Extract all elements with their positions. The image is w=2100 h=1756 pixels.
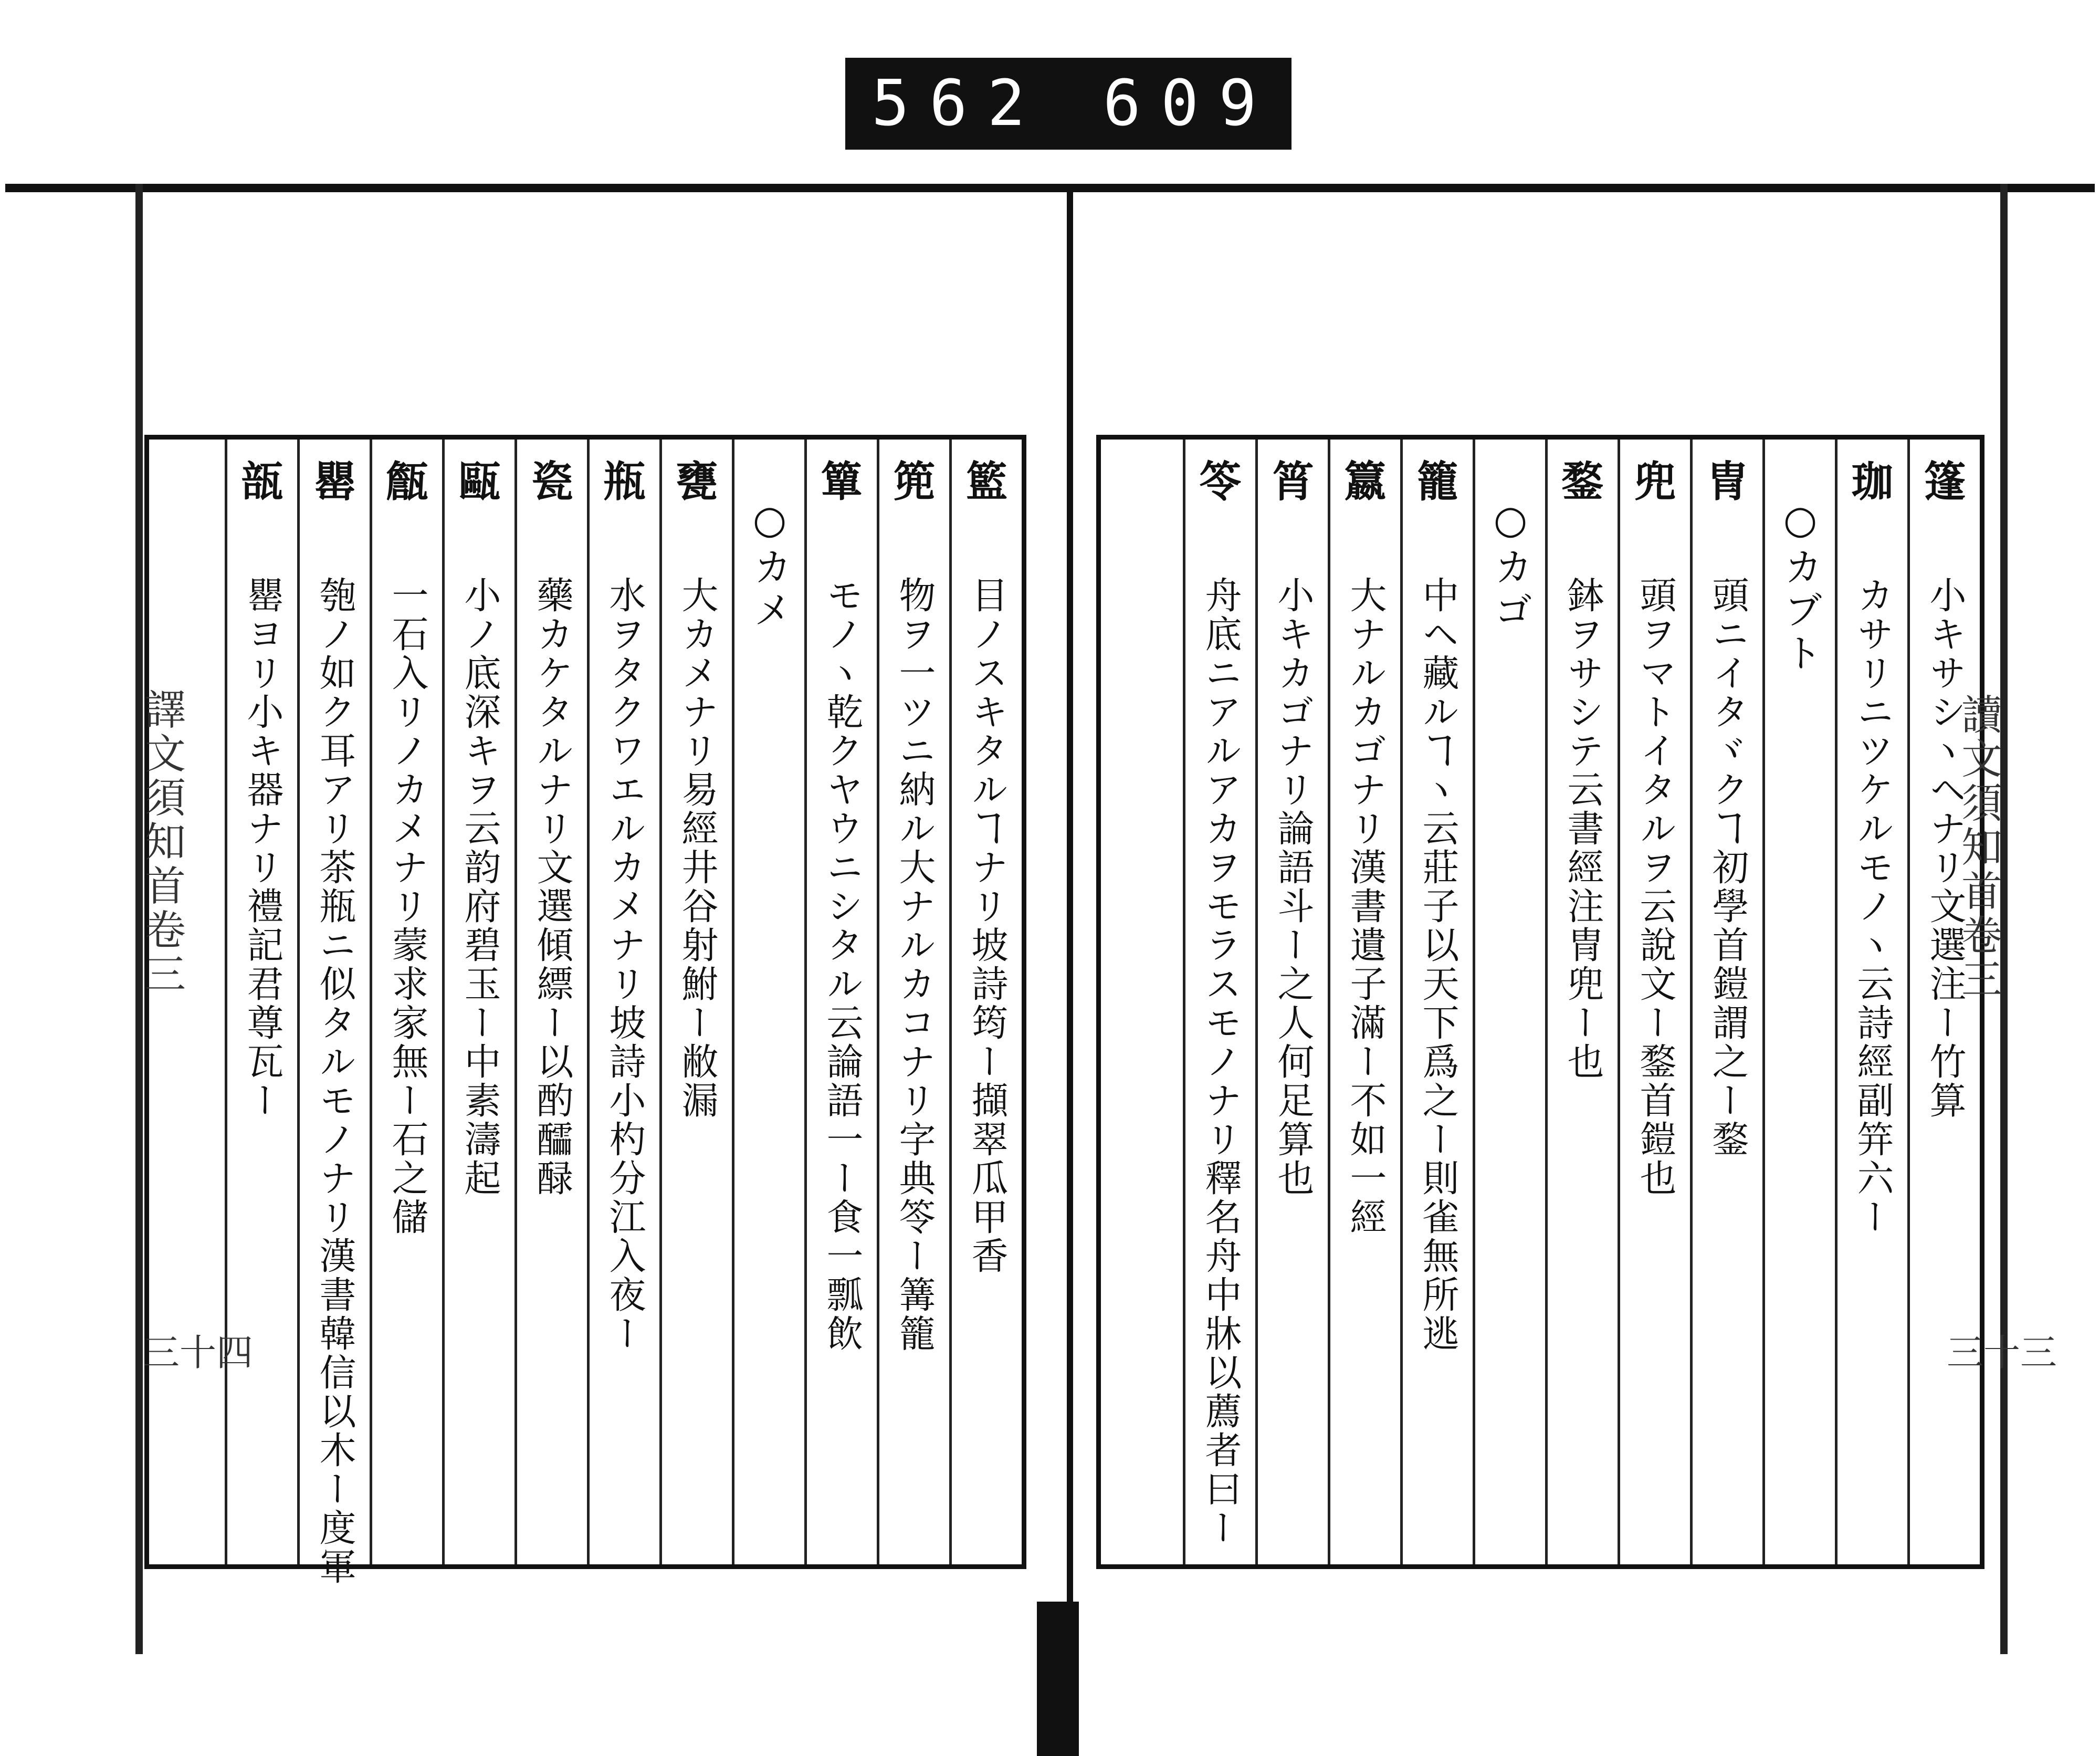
entry-column: [225, 440, 297, 1564]
entry-column: [1545, 440, 1618, 1564]
entry-column: [1328, 440, 1400, 1564]
entry-headword: 籃: [965, 457, 1008, 506]
entry-headword: 瓿: [241, 457, 284, 506]
entry-column: [1618, 440, 1690, 1564]
entry-headword: 甌: [458, 457, 501, 506]
left-folio: 三十四: [143, 1331, 253, 1374]
entry-column: [1907, 440, 1980, 1564]
entry-definition: モノヽ乾クヤウニシタル云論語一ー食一瓢飲: [821, 576, 864, 1353]
entry-definition: 藥カケタルナリ文選傾縹ー以酌醽醁: [531, 576, 574, 1198]
entry-column: [587, 440, 659, 1564]
entry-headword: 籠: [1416, 457, 1459, 506]
section-marker: ○カゴ: [1488, 497, 1533, 633]
entry-definition: 匏ノ如ク耳アリ茶瓶ニ似タルモノナリ漢書韓信以木ー度軍: [313, 576, 356, 1586]
entry-headword: 籝: [1344, 457, 1387, 506]
entry-headword: 冑: [1706, 457, 1749, 506]
right-margin-title: 讀文須知首卷三: [1955, 693, 2002, 1002]
entry-column: [442, 440, 514, 1564]
entry-column: [514, 440, 587, 1564]
entry-definition: 頭ニイタヾクヿ初學首鎧謂之ー鍪: [1706, 576, 1749, 1159]
entry-definition: 目ノスキタルヿナリ坡詩筠ー擷翠瓜甲香: [965, 576, 1009, 1276]
catalog-right-number: 609: [1102, 67, 1277, 140]
section-marker-column: [1762, 440, 1835, 1564]
entry-headword: 篼: [893, 457, 936, 506]
entry-definition: 小キカゴナリ論語斗ー之人何足算也: [1272, 576, 1315, 1198]
catalog-number-tag: [845, 58, 1292, 150]
entry-headword: 筲: [1272, 457, 1314, 506]
entry-column: [1835, 440, 1907, 1564]
entry-headword: 瓶: [603, 457, 646, 506]
entry-headword: 兜: [1634, 457, 1676, 506]
entry-definition: カサリニツケルモノヽ云詩經副笄六ー: [1851, 576, 1894, 1237]
entry-column: [297, 440, 370, 1586]
entry-definition: 罌ヨリ小キ器ナリ禮記君尊瓦ー: [241, 576, 284, 1120]
entry-definition: 小ノ底深キヲ云韵府碧玉ー中素濤起: [458, 576, 501, 1198]
entry-column: [659, 440, 732, 1564]
entry-headword: 笭: [1199, 457, 1242, 506]
section-marker: ○カブト: [1778, 497, 1823, 676]
entry-definition: 舟底ニアルアカヲモラスモノナリ釋名舟中牀以薦者曰ー: [1199, 576, 1242, 1548]
left-page-text-frame: [144, 435, 1026, 1586]
entry-definition: 鉢ヲサシテ云書經注冑兜ー也: [1561, 576, 1604, 1081]
entry-headword: 篷: [1924, 457, 1966, 506]
section-marker: ○カメ: [747, 497, 792, 633]
right-page-text-frame: [1096, 435, 1984, 1569]
entry-column: [1690, 440, 1762, 1564]
entry-definition: 小キサシヽヘナリ文選注ー竹算: [1924, 576, 1967, 1120]
section-marker-column: [732, 440, 804, 1564]
entry-definition: 大カメナリ易經井谷射鮒ー敝漏: [676, 576, 719, 1120]
entry-headword: 珈: [1851, 457, 1894, 506]
entry-definition: 頭ヲマトイタルヲ云說文ー鍪首鎧也: [1634, 576, 1677, 1198]
entry-headword: 瓷: [531, 457, 573, 506]
binding-thread: [1037, 1602, 1079, 1756]
entry-column: [1255, 440, 1328, 1564]
entry-definition: 水ヲタクワエルカメナリ坡詩小杓分江入夜ー: [603, 576, 646, 1353]
book-spine: [1067, 189, 1073, 1701]
entry-headword: 罌: [313, 457, 356, 506]
entry-column: [804, 440, 877, 1564]
entry-definition: 物ヲ一ツニ納ル大ナルカコナリ字典笭ー篝籠: [893, 576, 936, 1353]
entry-column: [949, 440, 1022, 1564]
entry-definition: 一石入リノカメナリ蒙求家無ー石之儲: [386, 576, 429, 1237]
entry-column: [370, 440, 442, 1564]
catalog-left-number: 562: [872, 67, 1045, 140]
entry-headword: 甔: [386, 457, 428, 506]
entry-column: [1400, 440, 1473, 1564]
right-folio: 三十三: [1947, 1331, 2057, 1374]
top-edge-line: [5, 184, 2095, 192]
entry-definition: 大ナルカゴナリ漢書遺子滿ー不如一經: [1344, 576, 1387, 1237]
entry-headword: 甕: [676, 457, 718, 506]
entry-headword: 簞: [821, 457, 863, 506]
entry-definition: 中ヘ藏ルヿヽ云莊子以天下爲之ー則雀無所逃: [1416, 576, 1460, 1353]
left-margin-title: 譯文須知首卷三: [138, 688, 185, 997]
section-marker-column: [1473, 440, 1545, 1564]
entry-column: [877, 440, 949, 1564]
entry-headword: 鍪: [1561, 457, 1604, 506]
entry-column: [1183, 440, 1255, 1564]
